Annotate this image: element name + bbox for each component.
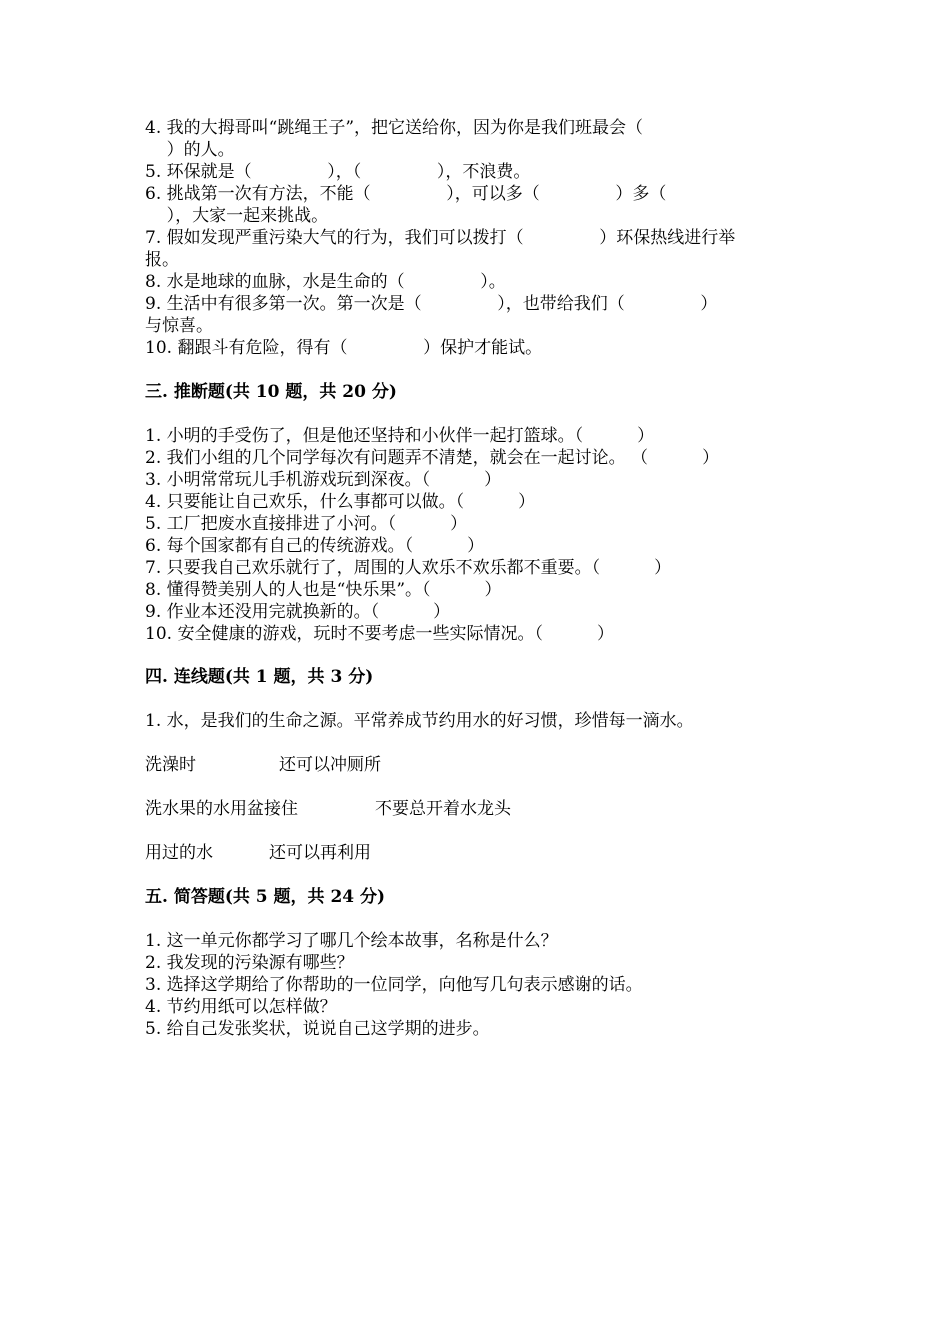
answer-item: 1. 这一单元你都学习了哪几个绘本故事，名称是什么？ bbox=[145, 931, 558, 951]
fill-blank-section bbox=[145, 117, 815, 359]
fill-line: 与惊喜。 bbox=[145, 316, 213, 336]
judge-item: 10. 安全健康的游戏，玩时不要考虑一些实际情况。（ ） bbox=[145, 624, 614, 644]
judge-item: 9. 作业本还没用完就换新的。（ ） bbox=[145, 602, 451, 622]
match-intro: 1. 水，是我们的生命之源。平常养成节约用水的好习惯，珍惜每一滴水。 bbox=[145, 711, 694, 731]
section-title-answer: 五. 简答题(共 5 题，共 24 分) bbox=[145, 887, 386, 907]
answer-item: 2. 我发现的污染源有哪些？ bbox=[145, 953, 354, 973]
judge-item: 1. 小明的手受伤了，但是他还坚持和小伙伴一起打篮球。（ ） bbox=[145, 426, 655, 446]
section-title-match: 四. 连线题(共 1 题，共 3 分) bbox=[145, 667, 374, 687]
answer-item: 3. 选择这学期给了你帮助的一位同学，向他写几句表示感谢的话。 bbox=[145, 975, 643, 995]
match-right-item: 还可以冲厕所 bbox=[279, 755, 381, 775]
judge-item: 8. 懂得赞美别人的人也是“快乐果”。（ ） bbox=[145, 580, 502, 600]
fill-line: 6. 挑战第一次有方法，不能（ ），可以多（ ）多（ bbox=[145, 184, 667, 204]
judge-section bbox=[145, 425, 815, 645]
judge-item: 7. 只要我自己欢乐就行了，周围的人欢乐不欢乐都不重要。（ ） bbox=[145, 558, 672, 578]
fill-line: 9. 生活中有很多第一次。第一次是（ ），也带给我们（ ） bbox=[145, 294, 718, 314]
answer-item: 5. 给自己发张奖状，说说自己这学期的进步。 bbox=[145, 1019, 490, 1039]
fill-line: 10. 翻跟斗有危险，得有（ ）保护才能试。 bbox=[145, 338, 543, 358]
section-title-judge: 三. 推断题(共 10 题，共 20 分) bbox=[145, 382, 397, 402]
match-right-item: 还可以再利用 bbox=[269, 843, 371, 863]
answer-section bbox=[145, 930, 815, 1040]
fill-line: 4. 我的大拇哥叫“跳绳王子”，把它送给你，因为你是我们班最会（ bbox=[145, 118, 644, 138]
answer-item: 4. 节约用纸可以怎样做？ bbox=[145, 997, 337, 1017]
judge-item: 6. 每个国家都有自己的传统游戏。（ ） bbox=[145, 536, 485, 556]
match-left-item: 用过的水 bbox=[145, 843, 213, 863]
fill-line: ），大家一起来挑战。 bbox=[145, 206, 329, 226]
fill-line: 7. 假如发现严重污染大气的行为，我们可以拨打（ ）环保热线进行举 bbox=[145, 228, 736, 248]
judge-item: 4. 只要能让自己欢乐，什么事都可以做。（ ） bbox=[145, 492, 536, 512]
judge-item: 5. 工厂把废水直接排进了小河。（ ） bbox=[145, 514, 468, 534]
fill-line: 5. 环保就是（ ），（ ），不浪费。 bbox=[145, 162, 531, 182]
fill-line: 8. 水是地球的血脉，水是生命的（ ）。 bbox=[145, 272, 506, 292]
judge-item: 3. 小明常常玩儿手机游戏玩到深夜。（ ） bbox=[145, 470, 502, 490]
match-left-item: 洗水果的水用盆接住 bbox=[145, 799, 298, 819]
match-right-item: 不要总开着水龙头 bbox=[375, 799, 511, 819]
judge-item: 2. 我们小组的几个同学每次有问题弄不清楚，就会在一起讨论。 （ ） bbox=[145, 448, 720, 468]
match-left-item: 洗澡时 bbox=[145, 755, 196, 775]
fill-line: 报。 bbox=[145, 250, 179, 270]
fill-line: ）的人。 bbox=[145, 140, 235, 160]
